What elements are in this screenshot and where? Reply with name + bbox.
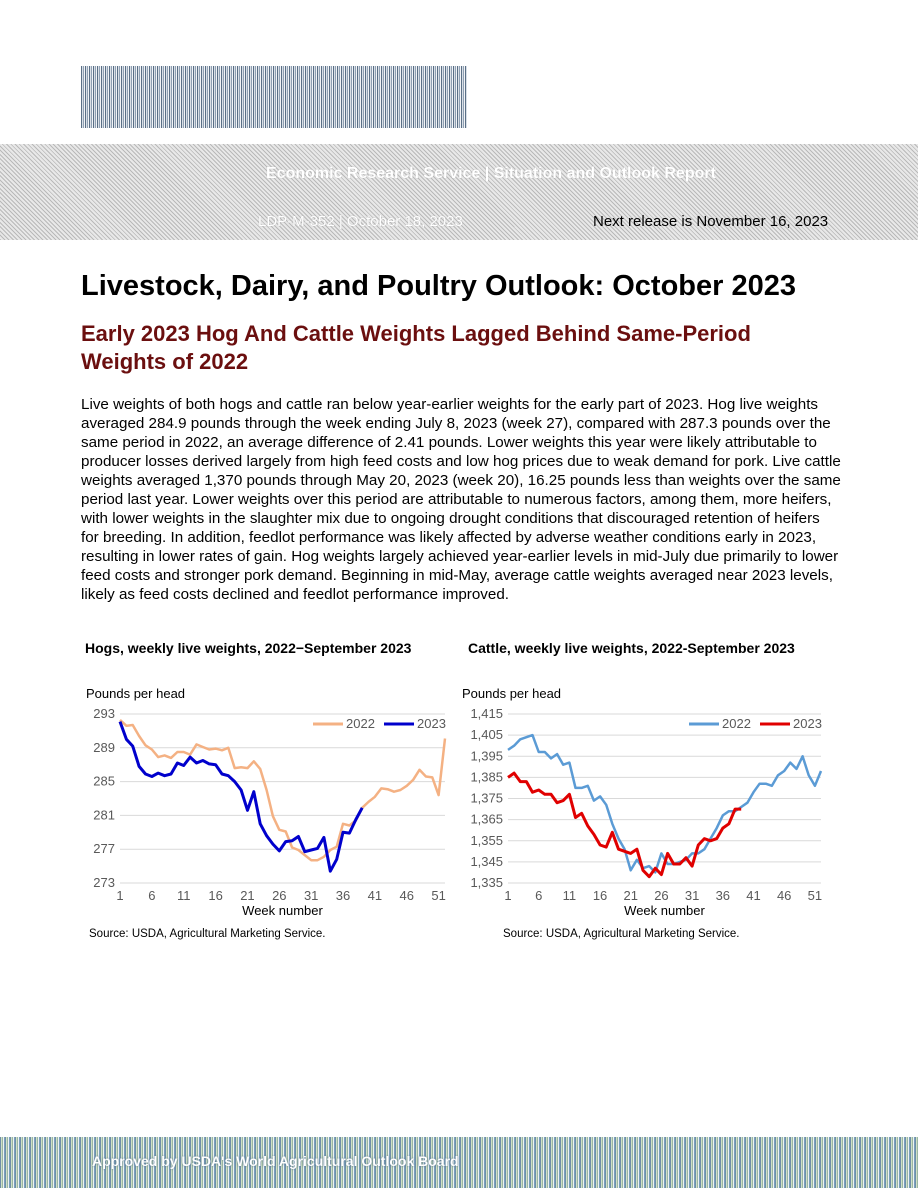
cattle-chart-x-tick-label: 41 [746, 888, 761, 903]
cattle-chart-x-tick-label: 11 [562, 888, 577, 903]
footer-approval: Approved by USDA's World Agricultural Outlook Board [92, 1153, 459, 1169]
page-title: Livestock, Dairy, and Poultry Outlook: October 2023 [81, 270, 796, 302]
usda-logo [81, 66, 467, 128]
hogs-chart-x-tick-label: 6 [148, 888, 156, 903]
hogs-chart-x-tick-label: 31 [303, 888, 319, 903]
hogs-chart-y-tick-label: 293 [93, 706, 115, 721]
cattle-chart-y-tick-label: 1,385 [470, 769, 503, 785]
hogs-chart-source: Source: USDA, Agricultural Marketing Service. [89, 928, 326, 940]
hogs-chart-legend-label-2023: 2023 [417, 716, 446, 731]
cattle-chart-y-tick-label: 1,395 [470, 748, 503, 764]
hogs-chart-x-tick-label: 21 [240, 888, 255, 903]
hogs-chart-y-tick-label: 289 [93, 739, 115, 755]
cattle-chart-series-2023-line [508, 773, 741, 877]
hogs-chart-x-tick-label: 46 [399, 888, 414, 903]
cattle-chart-x-tick-label: 21 [623, 888, 638, 903]
hogs-chart-x-tick-label: 11 [176, 888, 191, 903]
banner-title: Economic Research Service | Situation and Outlook Report [266, 165, 716, 182]
cattle-chart-x-tick-label: 31 [684, 888, 700, 903]
hogs-chart-title: Hogs, weekly live weights, 2022−September 2023 [85, 640, 412, 656]
cattle-chart-y-tick-label: 1,365 [470, 811, 503, 827]
cattle-chart-y-tick-label: 1,415 [470, 706, 503, 721]
cattle-chart-x-tick-label: 16 [592, 888, 608, 903]
cattle-chart-x-axis-label: Week number [624, 903, 705, 918]
cattle-chart-source: Source: USDA, Agricultural Marketing Service. [503, 928, 740, 940]
hogs-chart-x-tick-label: 41 [367, 888, 383, 903]
cattle-chart-y-tick-label: 1,335 [470, 875, 503, 890]
cattle-chart-y-tick-label: 1,345 [470, 853, 503, 869]
cattle-chart-y-axis-label: Pounds per head [462, 686, 562, 701]
hogs-chart-legend-label-2022: 2022 [346, 716, 375, 731]
hogs-chart-x-axis-label: Week number [242, 903, 323, 918]
cattle-chart-x-tick-label: 51 [807, 888, 823, 903]
hogs-chart-series-2022-line [120, 720, 445, 860]
next-release: Next release is November 16, 2023 [593, 213, 829, 230]
report-id: LDP-M-352 | October 18, 2023 [258, 213, 463, 230]
hogs-chart-x-tick-label: 51 [431, 888, 446, 903]
cattle-chart-title: Cattle, weekly live weights, 2022-September 2023 [468, 640, 795, 656]
cattle-chart [456, 680, 836, 925]
hogs-chart [80, 680, 460, 925]
hogs-chart-y-axis-label: Pounds per head [86, 686, 186, 701]
cattle-chart-y-tick-label: 1,355 [470, 832, 503, 848]
article-body: Live weights of both hogs and cattle ran below year-earlier weights for the early part of 2023. Hog live weights averaged 284.9 pounds through the week ending July 8, 2023 (week 27), compared with 287.3 pounds over the same period in 2022, an average difference of 2.41 pounds. Lower weights this year were likely attributable to producer losses derived largely from high feed costs and low hog prices due to weak demand for pork. Live cattle weights averaged 1,370 pounds through May 20, 2023 (week 20), 16.25 pounds less than weights over the same period last year. Lower weights over this period are attributable to numerous factors, among them, more heifers, with lower weights in the slaughter mix due to ongoing drought conditions that discouraged retention of heifers for breeding. In addition, feedlot performance was likely affected by adverse weather conditions early in 2023, resulting in lower rates of gain. Hog weights largely achieved year-earlier levels in mid-July due primarily to lower feed costs and stronger pork demand. Beginning in mid-May, average cattle weights averaged near 2023 levels, likely as feed costs declined and feedlot performance improved. [81, 396, 841, 603]
cattle-chart-series-2022-line [508, 735, 821, 872]
hogs-chart-y-tick-label: 285 [93, 773, 115, 789]
cattle-chart-x-tick-label: 26 [654, 888, 669, 903]
hogs-chart-y-tick-label: 273 [93, 875, 115, 890]
cattle-chart-x-tick-label: 46 [776, 888, 792, 903]
hogs-chart-x-tick-label: 16 [208, 888, 223, 903]
cattle-chart-x-tick-label: 1 [504, 888, 512, 903]
cattle-chart-y-tick-label: 1,405 [470, 727, 503, 743]
cattle-chart-x-tick-label: 36 [715, 888, 731, 903]
hogs-chart-x-tick-label: 26 [272, 888, 287, 903]
hogs-chart-y-tick-label: 281 [93, 807, 115, 823]
hogs-chart-y-tick-label: 277 [93, 841, 115, 857]
cattle-chart-legend-label-2023: 2023 [793, 716, 822, 731]
cattle-chart-legend-label-2022: 2022 [722, 716, 751, 731]
hogs-chart-x-tick-label: 36 [335, 888, 351, 903]
cattle-chart-y-tick-label: 1,375 [470, 790, 503, 806]
cattle-chart-x-tick-label: 6 [535, 888, 543, 903]
article-subtitle: Early 2023 Hog And Cattle Weights Lagged Behind Same-Period Weights of 2022 [81, 321, 751, 374]
hogs-chart-x-tick-label: 1 [116, 888, 124, 903]
